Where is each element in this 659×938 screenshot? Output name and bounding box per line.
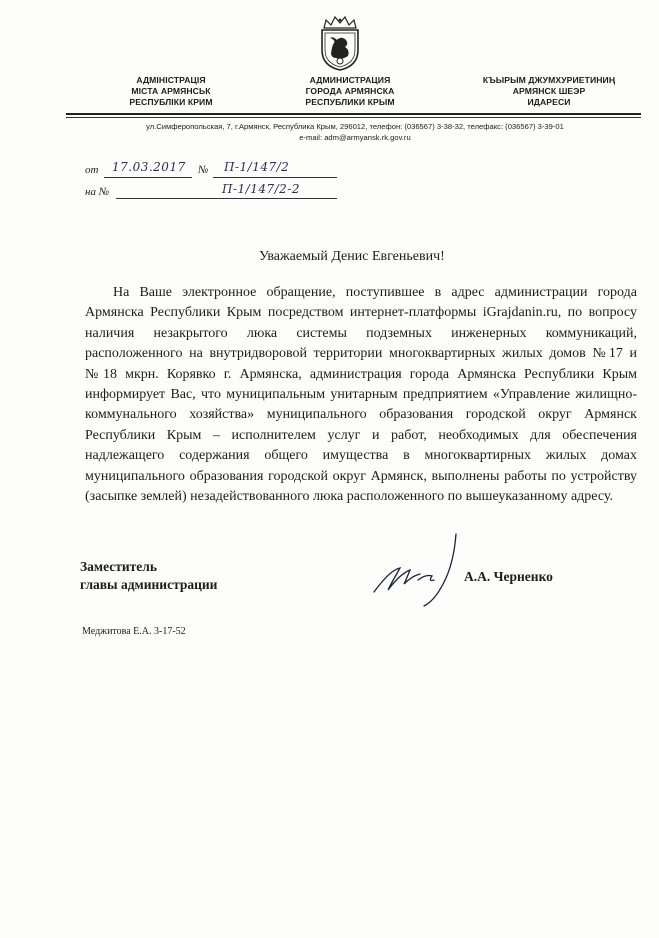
executor-note: Меджитова Е.А. 3-17-52 (82, 626, 186, 637)
header-ukrainian: АДМІНІСТРАЦІЯ МІСТА АРМЯНСЬК РЕСПУБЛІКИ КРИМ (129, 75, 213, 107)
salutation: Уважаемый Денис Евгеньевич! (259, 249, 445, 264)
address-line: ул.Симферопольская, 7, г.Армянск, Республика Крым, 296012, телефон: (036567) 3-38-32, телефакс: (036567) 3-39-01 (146, 122, 564, 131)
reply-underline (116, 198, 337, 199)
number-label: № (198, 164, 209, 176)
outgoing-number: П-1/147/2 (224, 160, 290, 174)
number-underline (213, 177, 337, 178)
header-russian: АДМИНИСТРАЦИЯ ГОРОДА АРМЯНСКА РЕСПУБЛИКИ КРЫМ (305, 75, 395, 107)
signer-position: Заместитель главы администрации (80, 559, 218, 592)
header-divider (66, 113, 641, 115)
reply-number: П-1/147/2-2 (222, 182, 300, 196)
email-line: e-mail: adm@armyansk.rk.gov.ru (299, 133, 411, 142)
reply-label: на № (85, 186, 110, 198)
header-crimean-tatar: КЪЫРЫМ ДЖУМХУРИЕТИНИҢ АРМЯНСК ШЕЭР ИДАРЕСИ (482, 75, 616, 107)
date-underline (104, 177, 192, 178)
from-label: от (85, 164, 99, 176)
letter-body: На Ваше электронное обращение, поступившее в адрес администрации города Армянска Республики Крым посредством интернет-платформы iGrajdanin.ru, по вопросу наличия незакрытого люка системы подземных инженерных коммуникаций, расположенного на внутридворовой территории многоквартирных жилых домов №17 и №18 мкрн. Корявко г. Армянска, администрация города Армянска Республики Крым информирует Вас, что муниципальным унитарным предприятием «Управление жилищно-коммунального хозяйства» муниципального образования городской округ Армянск Республики Крым – исполнителем услуг и работ, необходимых для обеспечения надлежащего содержания общего имущества в многоквартирных жилых домах муниципального образования городской округ Армянск, выполнены работы по устройству (засыпке землей) незадействованного люка расположенного по вышеуказанному адресу. (85, 285, 637, 505)
signer-name: А.А. Черненко (464, 569, 553, 584)
header-divider-thin (66, 117, 641, 118)
coat-of-arms-icon (318, 14, 362, 72)
from-date: 17.03.2017 (112, 160, 186, 174)
